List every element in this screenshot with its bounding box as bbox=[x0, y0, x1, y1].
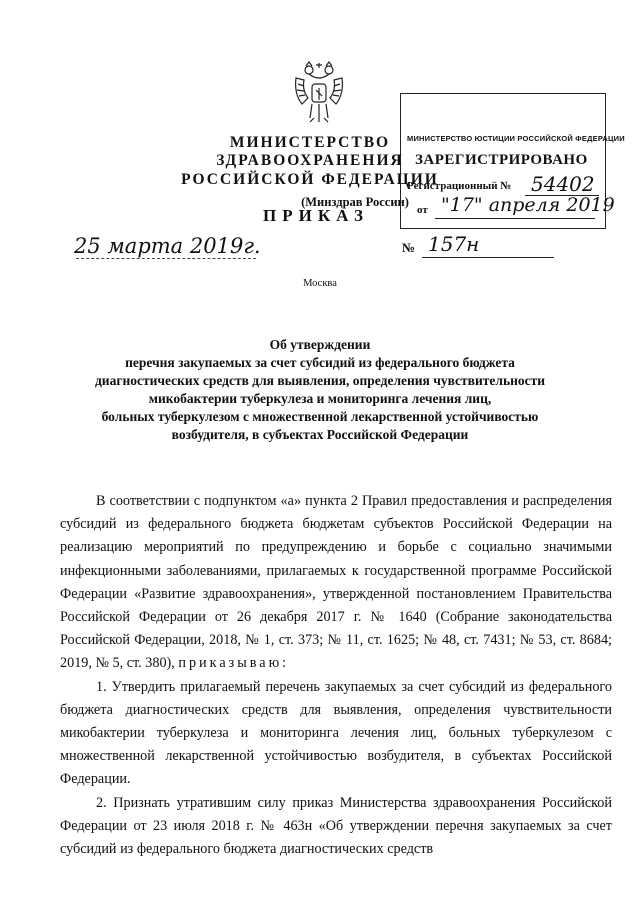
coat-of-arms-icon bbox=[292, 60, 346, 126]
order-title: ПРИКАЗ bbox=[263, 206, 369, 225]
stamp-organization: МИНИСТЕРСТВО ЮСТИЦИИ РОССИЙСКОЙ ФЕДЕРАЦИИ bbox=[407, 134, 625, 143]
order-date-underline bbox=[76, 258, 256, 259]
stamp-date-label: от bbox=[417, 204, 428, 216]
document-title bbox=[50, 336, 590, 444]
title-line: перечня закупаемых за счет субсидий из федерального бюджета bbox=[125, 355, 515, 370]
preamble-paragraph bbox=[60, 490, 612, 676]
stamp-reg-label: Регистрационный № bbox=[407, 180, 512, 192]
order-number: 157н bbox=[428, 232, 480, 256]
title-line: возбудителя, в субъектах Российской Федерации bbox=[171, 427, 469, 442]
document-body bbox=[60, 490, 612, 861]
order-date: 25 марта 2019г. bbox=[74, 234, 261, 258]
order-number-underline bbox=[422, 257, 554, 258]
order-word: приказываю: bbox=[178, 655, 290, 672]
ministry-name-line2: РОССИЙСКОЙ ФЕДЕРАЦИИ bbox=[181, 171, 439, 188]
stamp-reg-number: 54402 bbox=[531, 172, 595, 196]
preamble-text: В соответствии с подпунктом «а» пункта 2 Правил предоставления и распределения субсидий из федерального бюджета бюджетам субъектов Российской Федерации на реализацию мероприятий по предупреждению и борьбе с социально значимыми инфекционными заболеваниями, прилагаемых к государственной программе Российской Федерации «Развитие здравоохранения», утвержденной постановлением Правительства Российской Федерации от 26 декабря 2017 г. № 1640 (Собрание законодательства Российской Федерации, 2018, № 1, ст. 373; № 11, ст. 1625; № 48, ст. 7431; № 53, ст. 8684; 2019, № 5, ст. 380), bbox=[60, 493, 612, 672]
item-1-paragraph: 1. Утвердить прилагаемый перечень закупаемых за счет субсидий из федерального бюджета диагностических средств для выявления, определения чувствительности микобактерии туберкулеза и мониторинга лечения лиц, больных туберкулезом с множественной лекарственной устойчивостью возбудителя, в субъектах Российской Федерации. bbox=[60, 678, 612, 788]
stamp-date: "17" апреля 2019 bbox=[441, 194, 615, 216]
ministry-short-name: (Минздрав России) bbox=[301, 195, 409, 209]
title-line: Об утверждении bbox=[269, 337, 371, 352]
title-line: микобактерии туберкулеза и мониторинга лечения лиц, bbox=[148, 391, 492, 406]
stamp-status: ЗАРЕГИСТРИРОВАНО bbox=[415, 152, 588, 168]
ministry-name-line1: МИНИСТЕРСТВО ЗДРАВООХРАНЕНИЯ bbox=[216, 134, 404, 169]
order-number-label: № bbox=[402, 240, 416, 255]
city: Москва bbox=[303, 278, 337, 289]
title-line: больных туберкулезом с множественной лекарственной устойчивостью bbox=[101, 409, 539, 424]
registration-stamp bbox=[400, 93, 625, 229]
item-2-paragraph: 2. Признать утратившим силу приказ Министерства здравоохранения Российской Федерации от 23 июля 2018 г. № 463н «Об утверждении перечня закупаемых за счет субсидий из федерального бюджета диагностических средств bbox=[60, 794, 612, 858]
stamp-date-underline bbox=[435, 218, 595, 219]
title-line: диагностических средств для выявления, определения чувствительности bbox=[94, 373, 546, 388]
